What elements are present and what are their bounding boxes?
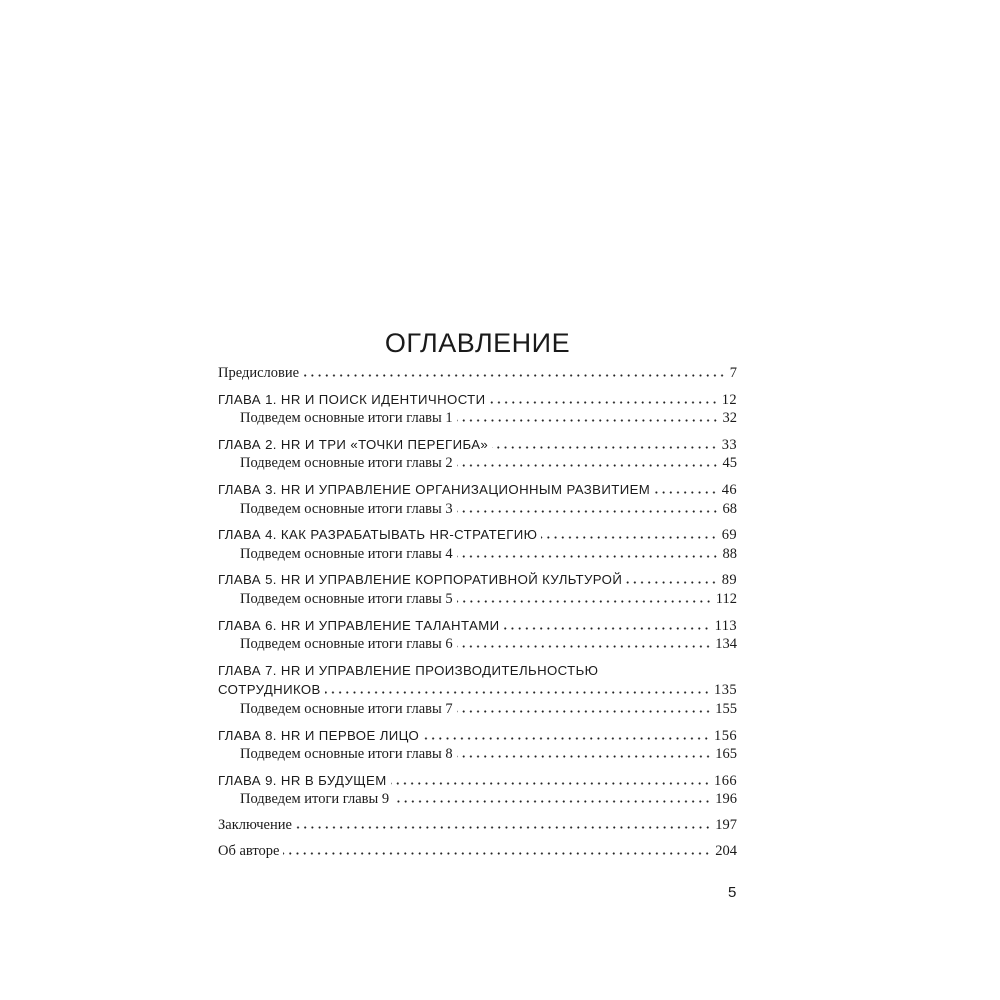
toc-page-number: 12: [721, 391, 737, 408]
toc-page-number: 196: [715, 791, 737, 808]
toc-page-number: 113: [714, 617, 737, 634]
toc-page-number: 135: [714, 682, 737, 699]
toc-entry-title: ГЛАВА 8. HR И ПЕРВОЕ ЛИЦО: [218, 727, 420, 743]
toc-page-number: 112: [715, 590, 737, 607]
toc-entry-title: Подведем основные итоги главы 8: [240, 746, 453, 762]
toc-entry[interactable]: [218, 661, 737, 681]
toc-subentry[interactable]: [218, 700, 737, 720]
toc-entry[interactable]: [218, 570, 737, 590]
dot-leader: [503, 620, 710, 630]
toc-entry[interactable]: [218, 816, 737, 836]
toc-subentry[interactable]: [218, 635, 737, 655]
toc-page-number: 166: [714, 772, 737, 789]
toc-subentry[interactable]: [218, 790, 737, 810]
toc-entry-title: ГЛАВА 7. HR И УПРАВЛЕНИЕ ПРОИЗВОДИТЕЛЬНОСТЬЮ: [218, 662, 599, 678]
dot-leader: [391, 775, 710, 785]
toc-entry[interactable]: [218, 616, 737, 636]
toc-group: [218, 726, 737, 765]
toc-entry[interactable]: [218, 435, 737, 455]
toc-subentry[interactable]: [218, 409, 737, 429]
toc-entry[interactable]: [218, 390, 737, 410]
dot-leader: [457, 548, 719, 558]
toc-group: [218, 842, 737, 862]
toc-entry-title: ГЛАВА 1. HR И ПОИСК ИДЕНТИЧНОСТИ: [218, 391, 486, 407]
toc-subentry[interactable]: [218, 454, 737, 474]
toc-group: [218, 435, 737, 474]
toc-subentry[interactable]: [218, 500, 737, 520]
toc-group: [218, 390, 737, 429]
toc-entry-title: ГЛАВА 5. HR И УПРАВЛЕНИЕ КОРПОРАТИВНОЙ КУЛЬТУРОЙ: [218, 572, 623, 588]
toc-entry[interactable]: [218, 480, 737, 500]
toc-entry[interactable]: [218, 364, 737, 384]
dot-leader: [423, 730, 710, 740]
toc-page-number: 68: [722, 500, 737, 517]
toc-entry[interactable]: [218, 680, 737, 700]
toc-entry[interactable]: [218, 842, 737, 862]
toc-entry[interactable]: [218, 771, 737, 791]
toc-entry-title: Подведем основные итоги главы 6: [240, 636, 453, 653]
toc-entry-title: Подведем основные итоги главы 4: [240, 545, 453, 562]
page-number: 5: [728, 884, 737, 901]
toc-subentry[interactable]: [218, 745, 737, 765]
dot-leader: [492, 439, 718, 449]
toc-group: [218, 616, 737, 655]
toc-subentry[interactable]: [218, 545, 737, 565]
toc-page-number: 155: [715, 700, 737, 717]
toc-entry-title: Заключение: [218, 816, 292, 833]
toc-page-number: 45: [722, 455, 737, 472]
dot-leader: [457, 748, 712, 758]
toc-group: [218, 480, 737, 519]
toc-page-number: 89: [721, 572, 737, 589]
toc-entry[interactable]: [218, 525, 737, 545]
table-of-contents: [218, 364, 737, 861]
dot-leader: [457, 457, 719, 467]
toc-entry-title: Подведем основные итоги главы 5: [240, 590, 453, 607]
dot-leader: [457, 703, 712, 713]
toc-entry-title: Об авторе: [218, 842, 280, 859]
toc-entry-title: Подведем основные итоги главы 2: [240, 455, 453, 472]
dot-leader: [296, 819, 711, 829]
toc-entry-title: ГЛАВА 6. HR И УПРАВЛЕНИЕ ТАЛАНТАМИ: [218, 617, 500, 633]
toc-page-number: 32: [722, 410, 737, 427]
toc-page-number: 156: [714, 727, 737, 744]
toc-entry-title: ГЛАВА 2. HR И ТРИ «ТОЧКИ ПЕРЕГИБА»: [218, 436, 489, 452]
toc-group: [218, 816, 737, 836]
dot-leader: [457, 503, 719, 513]
toc-page-number: 204: [715, 842, 737, 859]
toc-page-number: 165: [715, 746, 737, 762]
toc-page-number: 134: [715, 636, 737, 653]
toc-entry-title: ГЛАВА 9. HR В БУДУЩЕМ: [218, 772, 387, 788]
page-title: ОГЛАВЛЕНИЕ: [384, 328, 571, 359]
dot-leader: [457, 412, 719, 422]
toc-subentry[interactable]: [218, 590, 737, 610]
toc-page-number: 7: [729, 365, 737, 381]
dot-leader: [303, 367, 726, 377]
dot-leader: [626, 574, 717, 584]
toc-entry-title: Подведем основные итоги главы 3: [240, 500, 453, 517]
toc-page-number: 46: [721, 482, 737, 499]
dot-leader: [541, 529, 717, 539]
toc-entry-title: Подведем основные итоги главы 7: [240, 700, 453, 717]
toc-entry-title: СОТРУДНИКОВ: [218, 682, 321, 698]
toc-page-number: 33: [721, 436, 737, 453]
toc-group: [218, 364, 737, 384]
toc-page-number: 88: [722, 545, 737, 562]
toc-entry-title: ГЛАВА 4. КАК РАЗРАБАТЫВАТЬ HR-СТРАТЕГИЮ: [218, 527, 538, 543]
toc-entry-title: ГЛАВА 3. HR И УПРАВЛЕНИЕ ОРГАНИЗАЦИОННЫМ РАЗВИТИЕМ: [218, 482, 651, 498]
toc-page-number: 69: [721, 527, 737, 544]
dot-leader: [325, 684, 710, 694]
dot-leader: [283, 845, 711, 855]
toc-entry-title: Подведем основные итоги главы 1: [240, 410, 453, 427]
toc-group: [218, 771, 737, 810]
toc-group: [218, 661, 737, 720]
dot-leader: [490, 394, 718, 404]
toc-entry-title: Предисловие: [218, 365, 300, 381]
toc-group: [218, 570, 737, 609]
dot-leader: [393, 793, 711, 803]
toc-group: [218, 525, 737, 564]
toc-page-number: 197: [715, 816, 737, 833]
dot-leader: [654, 484, 718, 494]
dot-leader: [457, 638, 712, 648]
toc-entry-title: Подведем итоги главы 9: [240, 791, 390, 808]
toc-entry[interactable]: [218, 726, 737, 746]
dot-leader: [457, 593, 712, 603]
